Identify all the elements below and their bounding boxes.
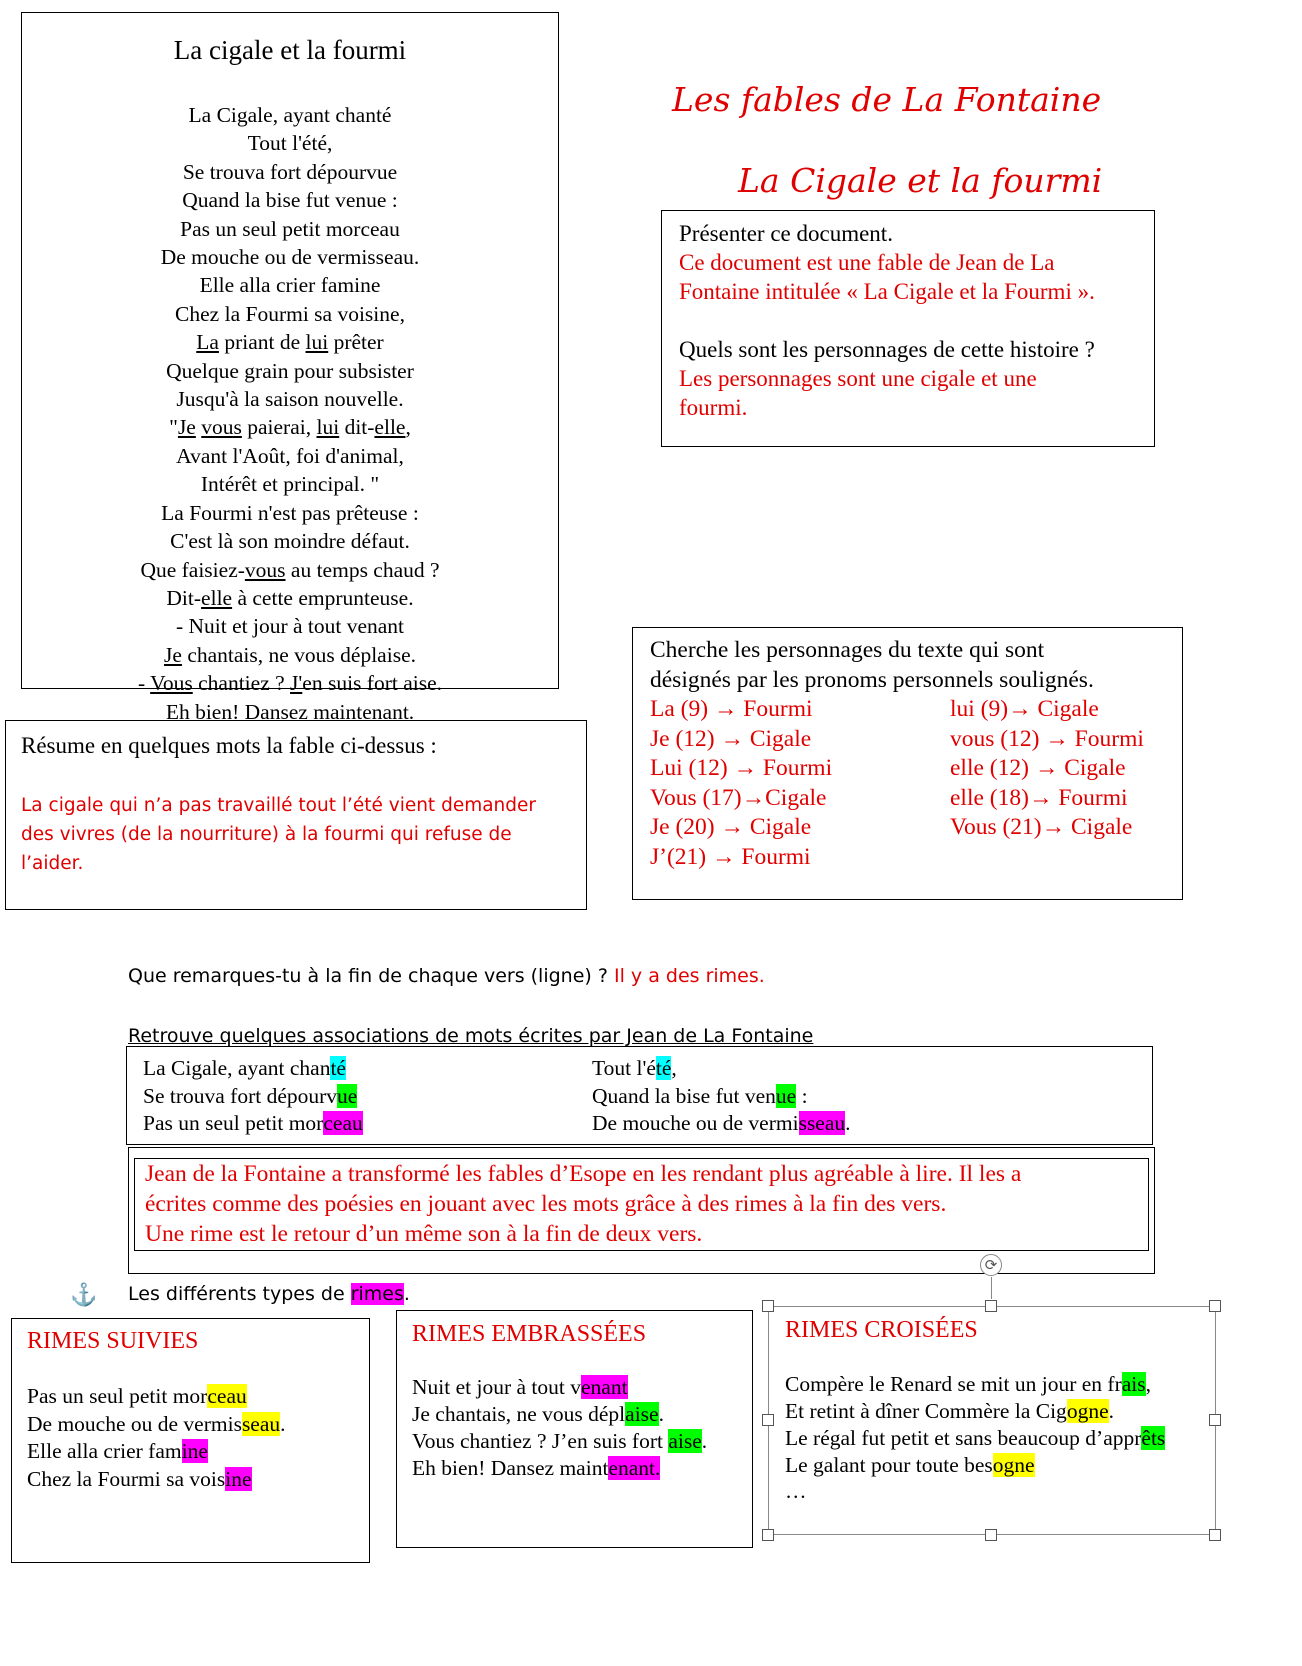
poem-line xyxy=(22,357,558,385)
poem-text: Quand la bise fut venue : xyxy=(182,188,398,213)
poem-text: Eh bien! Dansez maintenant. xyxy=(165,699,415,724)
underlined-pronoun: Je xyxy=(164,642,182,667)
underlined-pronoun: Je xyxy=(177,415,196,440)
explanation-line-1: Jean de la Fontaine a transformé les fables d’Esope en les rendant plus agréable à lire. Il les a xyxy=(145,1161,1022,1187)
page-title: Les fables de La Fontaine xyxy=(672,80,1102,119)
poem-line xyxy=(22,470,558,498)
present-box xyxy=(661,210,1155,447)
rimes-embrassees-lines xyxy=(412,1374,707,1482)
poem-text: Jusqu'à la saison nouvelle. xyxy=(176,387,404,412)
rhyme-line xyxy=(27,1438,286,1466)
underlined-pronoun: J' xyxy=(290,671,303,696)
rimes-suivies-box xyxy=(11,1318,370,1563)
poem-line xyxy=(22,271,558,299)
association-right-line xyxy=(592,1083,851,1111)
poem-text: au temps chaud ? xyxy=(285,557,440,582)
rhyme-text: Chez la Fourmi sa vois xyxy=(27,1466,226,1491)
underlined-pronoun: lui xyxy=(316,415,340,440)
pronoun-question-line-1: Cherche les personnages du texte qui sont xyxy=(650,637,1045,663)
associations-right xyxy=(592,1055,851,1138)
rhyme-highlight: seau xyxy=(241,1411,281,1436)
poem-line xyxy=(22,556,558,584)
characters-answer-line-2: fourmi. xyxy=(679,395,748,420)
poem-text: Chez la Fourmi sa voisine, xyxy=(175,301,405,326)
poem-text: Pas un seul petit morceau xyxy=(180,216,400,241)
rhyme-text: . xyxy=(701,1429,708,1453)
resize-handle-bottom-left[interactable] xyxy=(762,1529,774,1541)
explanation-outer-box xyxy=(128,1147,1155,1274)
poem-text: - xyxy=(137,671,151,696)
underlined-pronoun: Vous xyxy=(150,671,193,696)
rotate-line xyxy=(991,1277,992,1299)
page-subtitle: La Cigale et la fourmi xyxy=(738,161,1103,200)
poem-text: Avant l'Août, foi d'animal, xyxy=(176,443,404,468)
poem-line xyxy=(22,243,558,271)
rhyme-text: Le galant pour toute bes xyxy=(785,1453,993,1477)
association-text: Quand la bise fut ven xyxy=(592,1083,776,1108)
summary-box xyxy=(5,720,587,910)
poem-text: Que faisiez- xyxy=(140,557,245,582)
rimes-croisees-ellipsis: … xyxy=(785,1479,807,1503)
association-left-line xyxy=(143,1083,363,1111)
underlined-pronoun: elle xyxy=(201,585,233,610)
poem-line xyxy=(22,499,558,527)
rhyme-highlight: aise xyxy=(668,1429,702,1453)
poem-text: La Cigale, ayant chanté xyxy=(188,103,392,127)
rhyme-highlight: ogne xyxy=(992,1453,1035,1477)
rhyme-highlight: enant. xyxy=(608,1456,661,1480)
rhyme-line xyxy=(785,1452,1165,1479)
poem-line xyxy=(22,300,558,328)
association-text: Se trouva fort dépourv xyxy=(143,1083,338,1108)
rhyme-line xyxy=(27,1466,286,1494)
present-answer-line-2: Fontaine intitulée « La Cigale et la Fourmi ». xyxy=(679,279,1095,304)
pronoun-answer: elle (18)→ Fourmi xyxy=(950,784,1128,811)
poem-lines xyxy=(22,101,558,726)
rhyme-text: Elle alla crier fam xyxy=(27,1439,182,1463)
poem-line xyxy=(22,641,558,669)
present-question: Présenter ce document. xyxy=(679,221,893,246)
rhyme-text: Pas un seul petit mor xyxy=(27,1384,208,1408)
rhyme-highlight: ogne xyxy=(1066,1399,1109,1423)
characters-answer-line-1: Les personnages sont une cigale et une xyxy=(679,366,1037,391)
rhyme-line xyxy=(27,1383,286,1411)
rhyme-line xyxy=(785,1371,1165,1398)
poem-text: paierai, xyxy=(241,415,317,440)
poem-line xyxy=(22,385,558,413)
poem-text: chantiez ? xyxy=(192,671,291,696)
pronoun-answers-left xyxy=(650,695,832,872)
poem-text: " xyxy=(169,415,178,440)
association-left-line xyxy=(143,1055,363,1083)
rimes-suivies-title: RIMES SUIVIES xyxy=(27,1328,199,1354)
anchor-icon[interactable]: ⚓ xyxy=(70,1282,98,1307)
rhyme-highlight: té xyxy=(655,1056,672,1080)
rhyme-text: . xyxy=(280,1411,286,1436)
pronoun-question-line-2: désignés par les pronoms personnels soulignés. xyxy=(650,666,1094,693)
resize-handle-top-right[interactable] xyxy=(1209,1300,1221,1312)
poem-line xyxy=(22,669,558,697)
rotate-handle-icon[interactable]: ⟳ xyxy=(980,1254,1002,1276)
associations-left xyxy=(143,1055,363,1138)
rhyme-highlight: ue xyxy=(337,1083,358,1108)
poem-text: dit- xyxy=(339,415,375,440)
rhyme-highlight: ue xyxy=(775,1083,797,1108)
poem-text: Intérêt et principal. " xyxy=(200,472,380,497)
explanation-line-2: écrites comme des poésies en jouant avec les mots grâce à des rimes à la fin des vers. xyxy=(145,1191,947,1217)
rhyme-highlight: enant xyxy=(581,1375,628,1399)
poem-line xyxy=(22,129,558,157)
rhyme-highlight: ine xyxy=(181,1439,208,1463)
association-text: , xyxy=(671,1056,677,1080)
rhyme-text: Je chantais, ne vous dépl xyxy=(412,1402,626,1426)
explanation-line-3: Une rime est le retour d’un même son à la fin de deux vers. xyxy=(145,1221,703,1247)
poem-line xyxy=(22,413,558,441)
poem-line xyxy=(22,215,558,243)
rimes-suivies-lines xyxy=(27,1383,286,1493)
rimes-croisees-box[interactable] xyxy=(768,1306,1216,1535)
rhyme-line xyxy=(785,1398,1165,1425)
summary-question: Résume en quelques mots la fable ci-dessus : xyxy=(21,733,437,758)
poem-text: priant de xyxy=(218,330,306,355)
rhyme-highlight: ais xyxy=(1121,1372,1146,1396)
association-text: : xyxy=(796,1083,808,1108)
rhyme-text: Compère le Renard se mit un jour en fr xyxy=(785,1372,1122,1396)
pronoun-answer: vous (12) → Fourmi xyxy=(950,725,1144,752)
poem-line xyxy=(22,158,558,186)
poem-text: Dit- xyxy=(166,585,202,610)
pronoun-answer: La (9) → Fourmi xyxy=(650,696,813,722)
rhyme-highlight: ine xyxy=(225,1466,252,1491)
association-text: Pas un seul petit mor xyxy=(143,1111,324,1135)
rhyme-text: Eh bien! Dansez maint xyxy=(412,1456,609,1480)
association-right-line xyxy=(592,1055,851,1083)
pronoun-answer: Vous (17)→Cigale xyxy=(650,784,827,811)
resize-handle-bottom[interactable] xyxy=(985,1529,997,1541)
rhyme-text: . xyxy=(1108,1399,1114,1423)
rhyme-text: Et retint à dîner Commère la Cig xyxy=(785,1399,1067,1423)
poem-text: De mouche ou de vermisseau. xyxy=(160,245,420,270)
underlined-pronoun: La xyxy=(196,330,219,355)
association-right-line xyxy=(592,1110,851,1138)
rhyme-types-text: Les différents types de xyxy=(128,1283,351,1305)
poem-line xyxy=(22,186,558,214)
pronoun-answer: Je (12) → Cigale xyxy=(650,725,812,752)
rhyme-text: De mouche ou de vermis xyxy=(27,1411,242,1436)
association-text: . xyxy=(845,1111,851,1135)
summary-answer-line-2: des vivres (de la nourriture) à la fourmi qui refuse de xyxy=(21,824,512,845)
pronoun-answers-right xyxy=(950,695,1144,843)
underlined-pronoun: elle xyxy=(374,415,406,440)
rhyme-line xyxy=(412,1428,707,1455)
rhyme-highlight: té xyxy=(330,1056,346,1080)
poem-text: en suis fort aise. xyxy=(302,671,443,696)
rhyme-highlight: sseau xyxy=(798,1111,846,1135)
poem-text: - Nuit et jour à tout venant xyxy=(175,614,405,639)
rhyme-question-line xyxy=(128,965,765,987)
pronoun-answer: Je (20) → Cigale xyxy=(650,814,812,840)
summary-answer-line-3: l’aider. xyxy=(21,853,84,874)
rhyme-line xyxy=(412,1374,707,1401)
rhyme-line xyxy=(27,1411,286,1439)
underlined-pronoun: vous xyxy=(201,415,242,440)
rhyme-types-highlight: rimes xyxy=(350,1283,404,1305)
characters-question: Quels sont les personnages de cette histoire ? xyxy=(679,337,1095,362)
poem-line xyxy=(22,101,558,129)
association-text: De mouche ou de vermi xyxy=(592,1111,799,1135)
poem-text: Tout l'été, xyxy=(247,131,333,156)
poem-text: Elle alla crier famine xyxy=(199,273,381,298)
rhyme-highlight: ceau xyxy=(323,1111,363,1135)
poem-title: La cigale et la fourmi xyxy=(173,35,407,65)
rhyme-highlight: êts xyxy=(1141,1426,1166,1450)
present-answer-line-1: Ce document est une fable de Jean de La xyxy=(679,250,1055,275)
resize-handle-right[interactable] xyxy=(1209,1414,1221,1426)
rhyme-types-period: . xyxy=(403,1283,410,1305)
association-left-line xyxy=(143,1110,363,1138)
rhyme-answer: Il y a des rimes. xyxy=(614,965,765,987)
associations-box xyxy=(126,1046,1153,1145)
rhyme-line xyxy=(412,1401,707,1428)
rhyme-text: Nuit et jour à tout v xyxy=(412,1375,581,1399)
poem-line xyxy=(22,612,558,640)
rimes-croisees-lines xyxy=(785,1371,1165,1479)
rhyme-highlight: aise xyxy=(625,1402,659,1426)
pronoun-answer: J’(21) → Fourmi xyxy=(650,843,811,870)
poem-line xyxy=(22,442,558,470)
pronoun-box xyxy=(632,627,1183,900)
rimes-embrassees-box xyxy=(396,1310,753,1548)
poem-text: C'est là son moindre défaut. xyxy=(170,529,410,554)
resize-handle-bottom-right[interactable] xyxy=(1209,1529,1221,1541)
rhyme-question: Que remarques-tu à la fin de chaque vers (ligne) ? xyxy=(128,965,608,987)
rhyme-text: . xyxy=(658,1402,664,1426)
rhyme-text: Le régal fut petit et sans beaucoup d’appr xyxy=(785,1426,1142,1450)
poem-line xyxy=(22,328,558,356)
poem-text: prêter xyxy=(328,330,384,355)
association-text: Tout l'é xyxy=(592,1056,656,1080)
poem-line xyxy=(22,584,558,612)
pronoun-answer: Vous (21)→ Cigale xyxy=(950,814,1133,840)
resize-handle-top[interactable] xyxy=(985,1300,997,1312)
poem-text: La Fourmi n'est pas prêteuse : xyxy=(161,500,419,525)
poem-text: à cette emprunteuse. xyxy=(232,585,414,610)
rhyme-text: Vous chantiez ? J’en suis fort xyxy=(412,1429,669,1453)
pronoun-answer: elle (12) → Cigale xyxy=(950,755,1126,781)
rhyme-highlight: ceau xyxy=(207,1384,247,1408)
rimes-croisees-title: RIMES CROISÉES xyxy=(785,1317,978,1343)
associations-heading: Retrouve quelques associations de mots écrites par Jean de La Fontaine xyxy=(128,1025,814,1047)
rimes-embrassees-title: RIMES EMBRASSÉES xyxy=(412,1321,647,1347)
underlined-pronoun: lui xyxy=(305,330,329,355)
rhyme-line xyxy=(412,1455,707,1482)
rhyme-line xyxy=(785,1425,1165,1452)
poem-text: , xyxy=(405,415,411,440)
resize-handle-left[interactable] xyxy=(762,1414,774,1426)
poem-box xyxy=(21,12,559,724)
poem-text: chantais, ne vous déplaise. xyxy=(181,642,416,667)
poem-text: Se trouva fort dépourvue xyxy=(182,159,398,184)
rhyme-text: , xyxy=(1145,1372,1152,1396)
association-text: La Cigale, ayant chan xyxy=(143,1056,331,1080)
rhyme-types-heading xyxy=(128,1283,410,1305)
pronoun-answer: lui (9)→ Cigale xyxy=(950,696,1099,722)
poem-line xyxy=(22,527,558,555)
summary-answer-line-1: La cigale qui n’a pas travaillé tout l’été vient demander xyxy=(21,795,537,816)
poem-text: Quelque grain pour subsister xyxy=(166,358,414,383)
pronoun-answer: Lui (12) → Fourmi xyxy=(650,755,833,781)
underlined-pronoun: vous xyxy=(244,557,286,582)
explanation-box xyxy=(134,1158,1149,1251)
resize-handle-top-left[interactable] xyxy=(762,1300,774,1312)
